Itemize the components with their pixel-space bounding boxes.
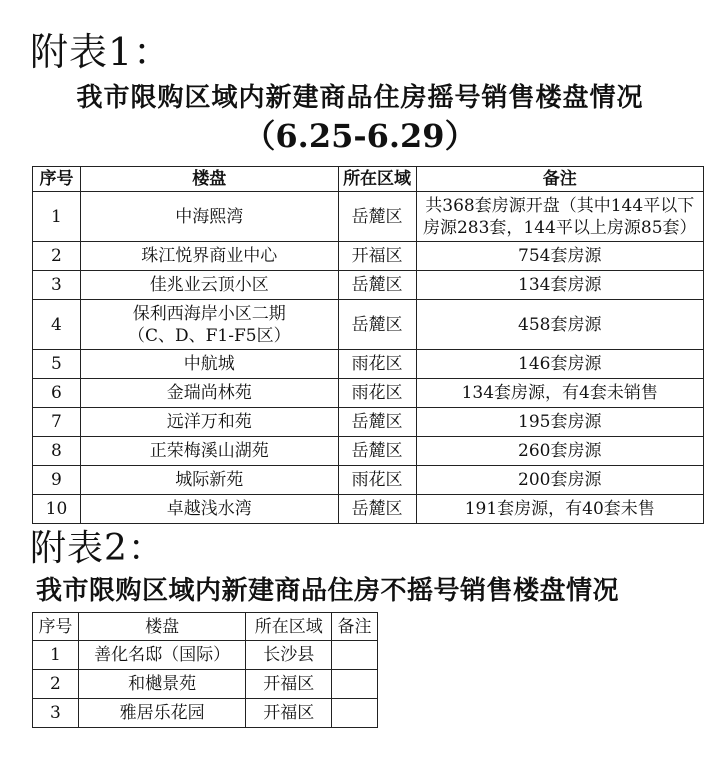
row-note: 200套房源 bbox=[416, 466, 704, 495]
row-area: 开福区 bbox=[338, 242, 416, 271]
table-row bbox=[33, 271, 704, 300]
row-area: 开福区 bbox=[246, 699, 332, 728]
appendix-2-label: 附表2： bbox=[30, 528, 165, 569]
header-note: 备注 bbox=[332, 613, 378, 641]
header-project: 楼盘 bbox=[80, 167, 338, 192]
table-row bbox=[33, 192, 704, 242]
table-header-row bbox=[33, 613, 378, 641]
table-row bbox=[33, 350, 704, 379]
row-project: 城际新苑 bbox=[80, 466, 338, 495]
appendix-1-label: 附表1： bbox=[30, 30, 173, 74]
appendix-1-title: 我市限购区域内新建商品住房摇号销售楼盘情况 bbox=[76, 83, 644, 113]
row-project: 保利西海岸小区二期（C、D、F1-F5区） bbox=[80, 300, 338, 350]
header-area: 所在区域 bbox=[246, 613, 332, 641]
row-no: 5 bbox=[33, 350, 81, 379]
row-no: 1 bbox=[33, 641, 79, 670]
row-no: 10 bbox=[33, 495, 81, 524]
row-area: 长沙县 bbox=[246, 641, 332, 670]
row-project: 雅居乐花园 bbox=[78, 699, 245, 728]
appendix-1-date-range: （6.25-6.29） bbox=[243, 117, 477, 155]
row-area: 雨花区 bbox=[338, 350, 416, 379]
header-no: 序号 bbox=[33, 167, 81, 192]
row-area: 岳麓区 bbox=[338, 495, 416, 524]
table-row bbox=[33, 379, 704, 408]
row-area: 岳麓区 bbox=[338, 300, 416, 350]
row-no: 4 bbox=[33, 300, 81, 350]
row-area: 岳麓区 bbox=[338, 437, 416, 466]
table-row bbox=[33, 699, 378, 728]
lottery-sales-table bbox=[32, 166, 704, 524]
header-note: 备注 bbox=[416, 167, 704, 192]
row-project: 远洋万和苑 bbox=[80, 408, 338, 437]
row-no: 3 bbox=[33, 271, 81, 300]
header-project: 楼盘 bbox=[78, 613, 245, 641]
row-note: 134套房源 bbox=[416, 271, 704, 300]
row-note: 458套房源 bbox=[416, 300, 704, 350]
table-row bbox=[33, 466, 704, 495]
table-row bbox=[33, 670, 378, 699]
row-note: 146套房源 bbox=[416, 350, 704, 379]
table-row bbox=[33, 408, 704, 437]
table-row bbox=[33, 641, 378, 670]
appendix-2-title: 我市限购区域内新建商品住房不摇号销售楼盘情况 bbox=[36, 576, 620, 606]
row-note: 754套房源 bbox=[416, 242, 704, 271]
header-area: 所在区域 bbox=[338, 167, 416, 192]
row-note bbox=[332, 670, 378, 699]
row-project: 中海熙湾 bbox=[80, 192, 338, 242]
row-note: 134套房源，有4套未销售 bbox=[416, 379, 704, 408]
header-no: 序号 bbox=[33, 613, 79, 641]
row-project: 珠江悦界商业中心 bbox=[80, 242, 338, 271]
row-area: 雨花区 bbox=[338, 466, 416, 495]
row-note: 191套房源，有40套未售 bbox=[416, 495, 704, 524]
row-project: 佳兆业云顶小区 bbox=[80, 271, 338, 300]
table-row bbox=[33, 300, 704, 350]
row-note: 260套房源 bbox=[416, 437, 704, 466]
row-area: 岳麓区 bbox=[338, 271, 416, 300]
row-project: 金瑞尚林苑 bbox=[80, 379, 338, 408]
row-project: 正荣梅溪山湖苑 bbox=[80, 437, 338, 466]
row-area: 雨花区 bbox=[338, 379, 416, 408]
row-note: 195套房源 bbox=[416, 408, 704, 437]
row-no: 2 bbox=[33, 242, 81, 271]
non-lottery-sales-table bbox=[32, 612, 378, 728]
row-no: 2 bbox=[33, 670, 79, 699]
row-note bbox=[332, 699, 378, 728]
row-project: 中航城 bbox=[80, 350, 338, 379]
table-row bbox=[33, 437, 704, 466]
row-note: 共368套房源开盘（其中144平以下房源283套，144平以上房源85套） bbox=[416, 192, 704, 242]
row-area: 岳麓区 bbox=[338, 408, 416, 437]
row-project: 善化名邸（国际） bbox=[78, 641, 245, 670]
row-no: 7 bbox=[33, 408, 81, 437]
row-area: 开福区 bbox=[246, 670, 332, 699]
row-project: 卓越浅水湾 bbox=[80, 495, 338, 524]
row-no: 9 bbox=[33, 466, 81, 495]
row-no: 3 bbox=[33, 699, 79, 728]
table-row bbox=[33, 495, 704, 524]
row-area: 岳麓区 bbox=[338, 192, 416, 242]
row-no: 8 bbox=[33, 437, 81, 466]
table-header-row bbox=[33, 167, 704, 192]
row-note bbox=[332, 641, 378, 670]
row-no: 1 bbox=[33, 192, 81, 242]
table-row bbox=[33, 242, 704, 271]
row-project: 和樾景苑 bbox=[78, 670, 245, 699]
row-no: 6 bbox=[33, 379, 81, 408]
